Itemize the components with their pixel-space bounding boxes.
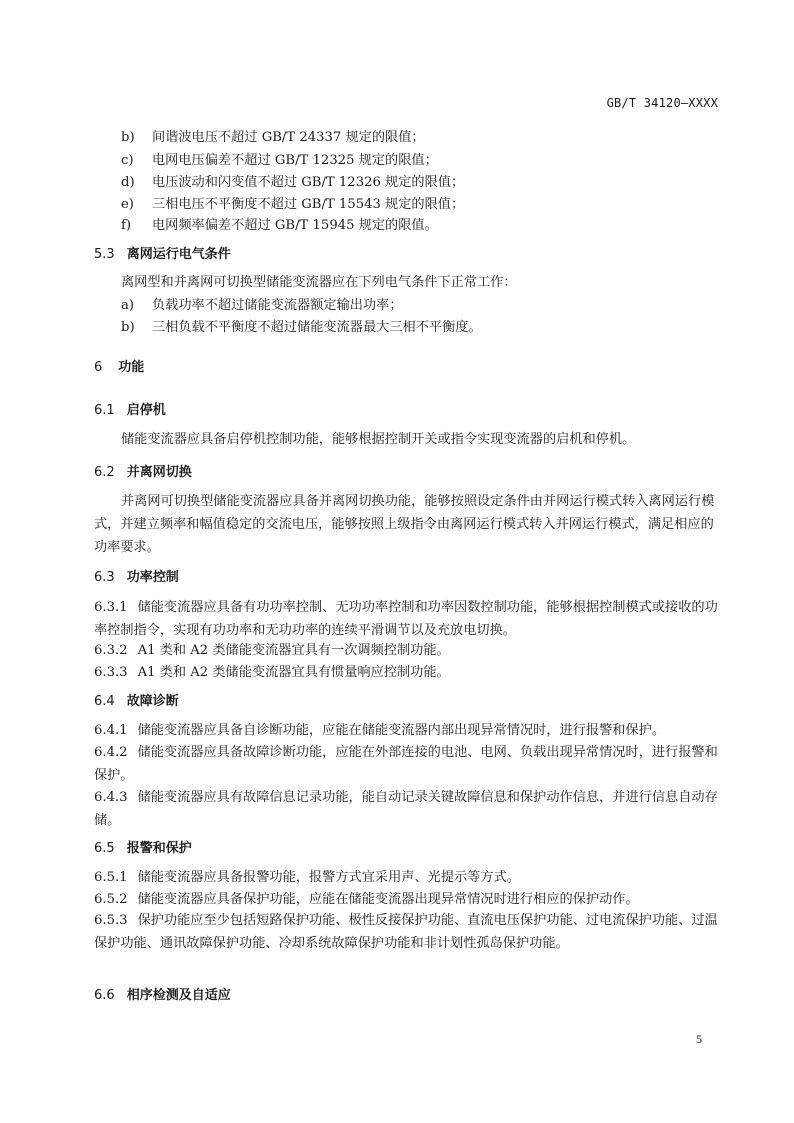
- section-heading-6-1: 6.1 启停机: [94, 403, 166, 418]
- clause-6-3-2: 6.3.2 A1 类和 A2 类储能变流器宜具有一次调频控制功能。: [94, 643, 450, 658]
- list-marker: e): [121, 197, 134, 212]
- list-marker: a): [121, 298, 135, 313]
- list-item: [121, 294, 718, 317]
- list-text: 电网频率偏差不超过 GB/T 15945 规定的限值。: [152, 218, 438, 233]
- list-marker: d): [121, 175, 135, 190]
- section-heading-6-2: 6.2 并离网切换: [94, 465, 192, 480]
- clause-6-5-2: 6.5.2 储能变流器应具备保护功能，应能在储能变流器出现异常情况时进行相应的保护动作。: [94, 892, 639, 907]
- list-text: 三相电压不平衡度不超过 GB/T 15543 规定的限值；: [152, 197, 465, 212]
- list-item: [121, 316, 718, 339]
- list-text: 电压波动和闪变值不超过 GB/T 12326 规定的限值；: [152, 175, 465, 190]
- clause-6-4-3: 6.4.3 储能变流器应具有故障信息记录功能，能自动记录关键故障信息和保护动作信息，并进行信息自动存储。: [94, 790, 718, 828]
- chapter-heading-6: 6 功能: [94, 360, 145, 375]
- paragraph: 离网型和并离网可切换型储能变流器应在下列电气条件下正常工作：: [121, 275, 517, 290]
- page-number: 5: [696, 1032, 702, 1046]
- paragraph: 并离网可切换型储能变流器应具备并离网切换功能，能够按照设定条件由并网运行模式转入离网运行模式，并建立频率和幅值稳定的交流电压，能够按照上级指令由离网运行模式转入并网运行模式，满足相应的功率要求。: [94, 494, 715, 555]
- clause-6-4-2: 6.4.2 储能变流器应具备故障诊断功能，应能在外部连接的电池、电网、负载出现异常情况时，进行报警和保护。: [94, 745, 718, 783]
- section-heading-6-5: 6.5 报警和保护: [94, 841, 192, 856]
- list-marker: f): [121, 218, 132, 233]
- list-item: [121, 126, 718, 149]
- list-item: [121, 171, 718, 194]
- list-marker: c): [121, 153, 134, 168]
- paragraph: 储能变流器应具备启停机控制功能，能够根据控制开关或指令实现变流器的启机和停机。: [121, 432, 636, 447]
- clause-6-3-1: 6.3.1 储能变流器应具备有功功率控制、无功功率控制和功率因数控制功能，能够根据控制模式或接收的功率控制指令，实现有功功率和无功功率的连续平滑调节以及充放电切换。: [94, 600, 718, 638]
- clause-6-3-3: 6.3.3 A1 类和 A2 类储能变流器宜具有惯量响应控制功能。: [94, 665, 450, 680]
- document-code: GB/T 34120—XXXX: [606, 96, 718, 110]
- list-text: 电网电压偏差不超过 GB/T 12325 规定的限值；: [152, 153, 438, 168]
- list-marker: b): [121, 130, 135, 145]
- list-item: [121, 193, 718, 216]
- list-item: [121, 149, 718, 172]
- clause-6-5-1: 6.5.1 储能变流器应具备报警功能，报警方式宜采用声、光提示等方式。: [94, 870, 520, 885]
- list-item: [121, 214, 718, 237]
- list-text: 三相负载不平衡度不超过储能变流器最大三相不平衡度。: [152, 320, 482, 335]
- section-heading-6-4: 6.4 故障诊断: [94, 694, 179, 709]
- list-marker: b): [121, 320, 135, 335]
- section-heading-6-3: 6.3 功率控制: [94, 570, 179, 585]
- section-heading-5-3: 5.3 离网运行电气条件: [94, 247, 231, 262]
- section-heading-6-6: 6.6 相序检测及自适应: [94, 988, 231, 1003]
- clause-6-4-1: 6.4.1 储能变流器应具备自诊断功能，应能在储能变流器内部出现异常情况时，进行报警和保护。: [94, 723, 666, 738]
- list-text: 间谐波电压不超过 GB/T 24337 规定的限值；: [152, 130, 425, 145]
- list-text: 负载功率不超过储能变流器额定输出功率；: [152, 298, 403, 313]
- clause-6-5-3: 6.5.3 保护功能应至少包括短路保护功能、极性反接保护功能、直流电压保护功能、过电流保护功能、过温保护功能、通讯故障保护功能、冷却系统故障保护功能和非计划性孤岛保护功能。: [94, 913, 718, 951]
